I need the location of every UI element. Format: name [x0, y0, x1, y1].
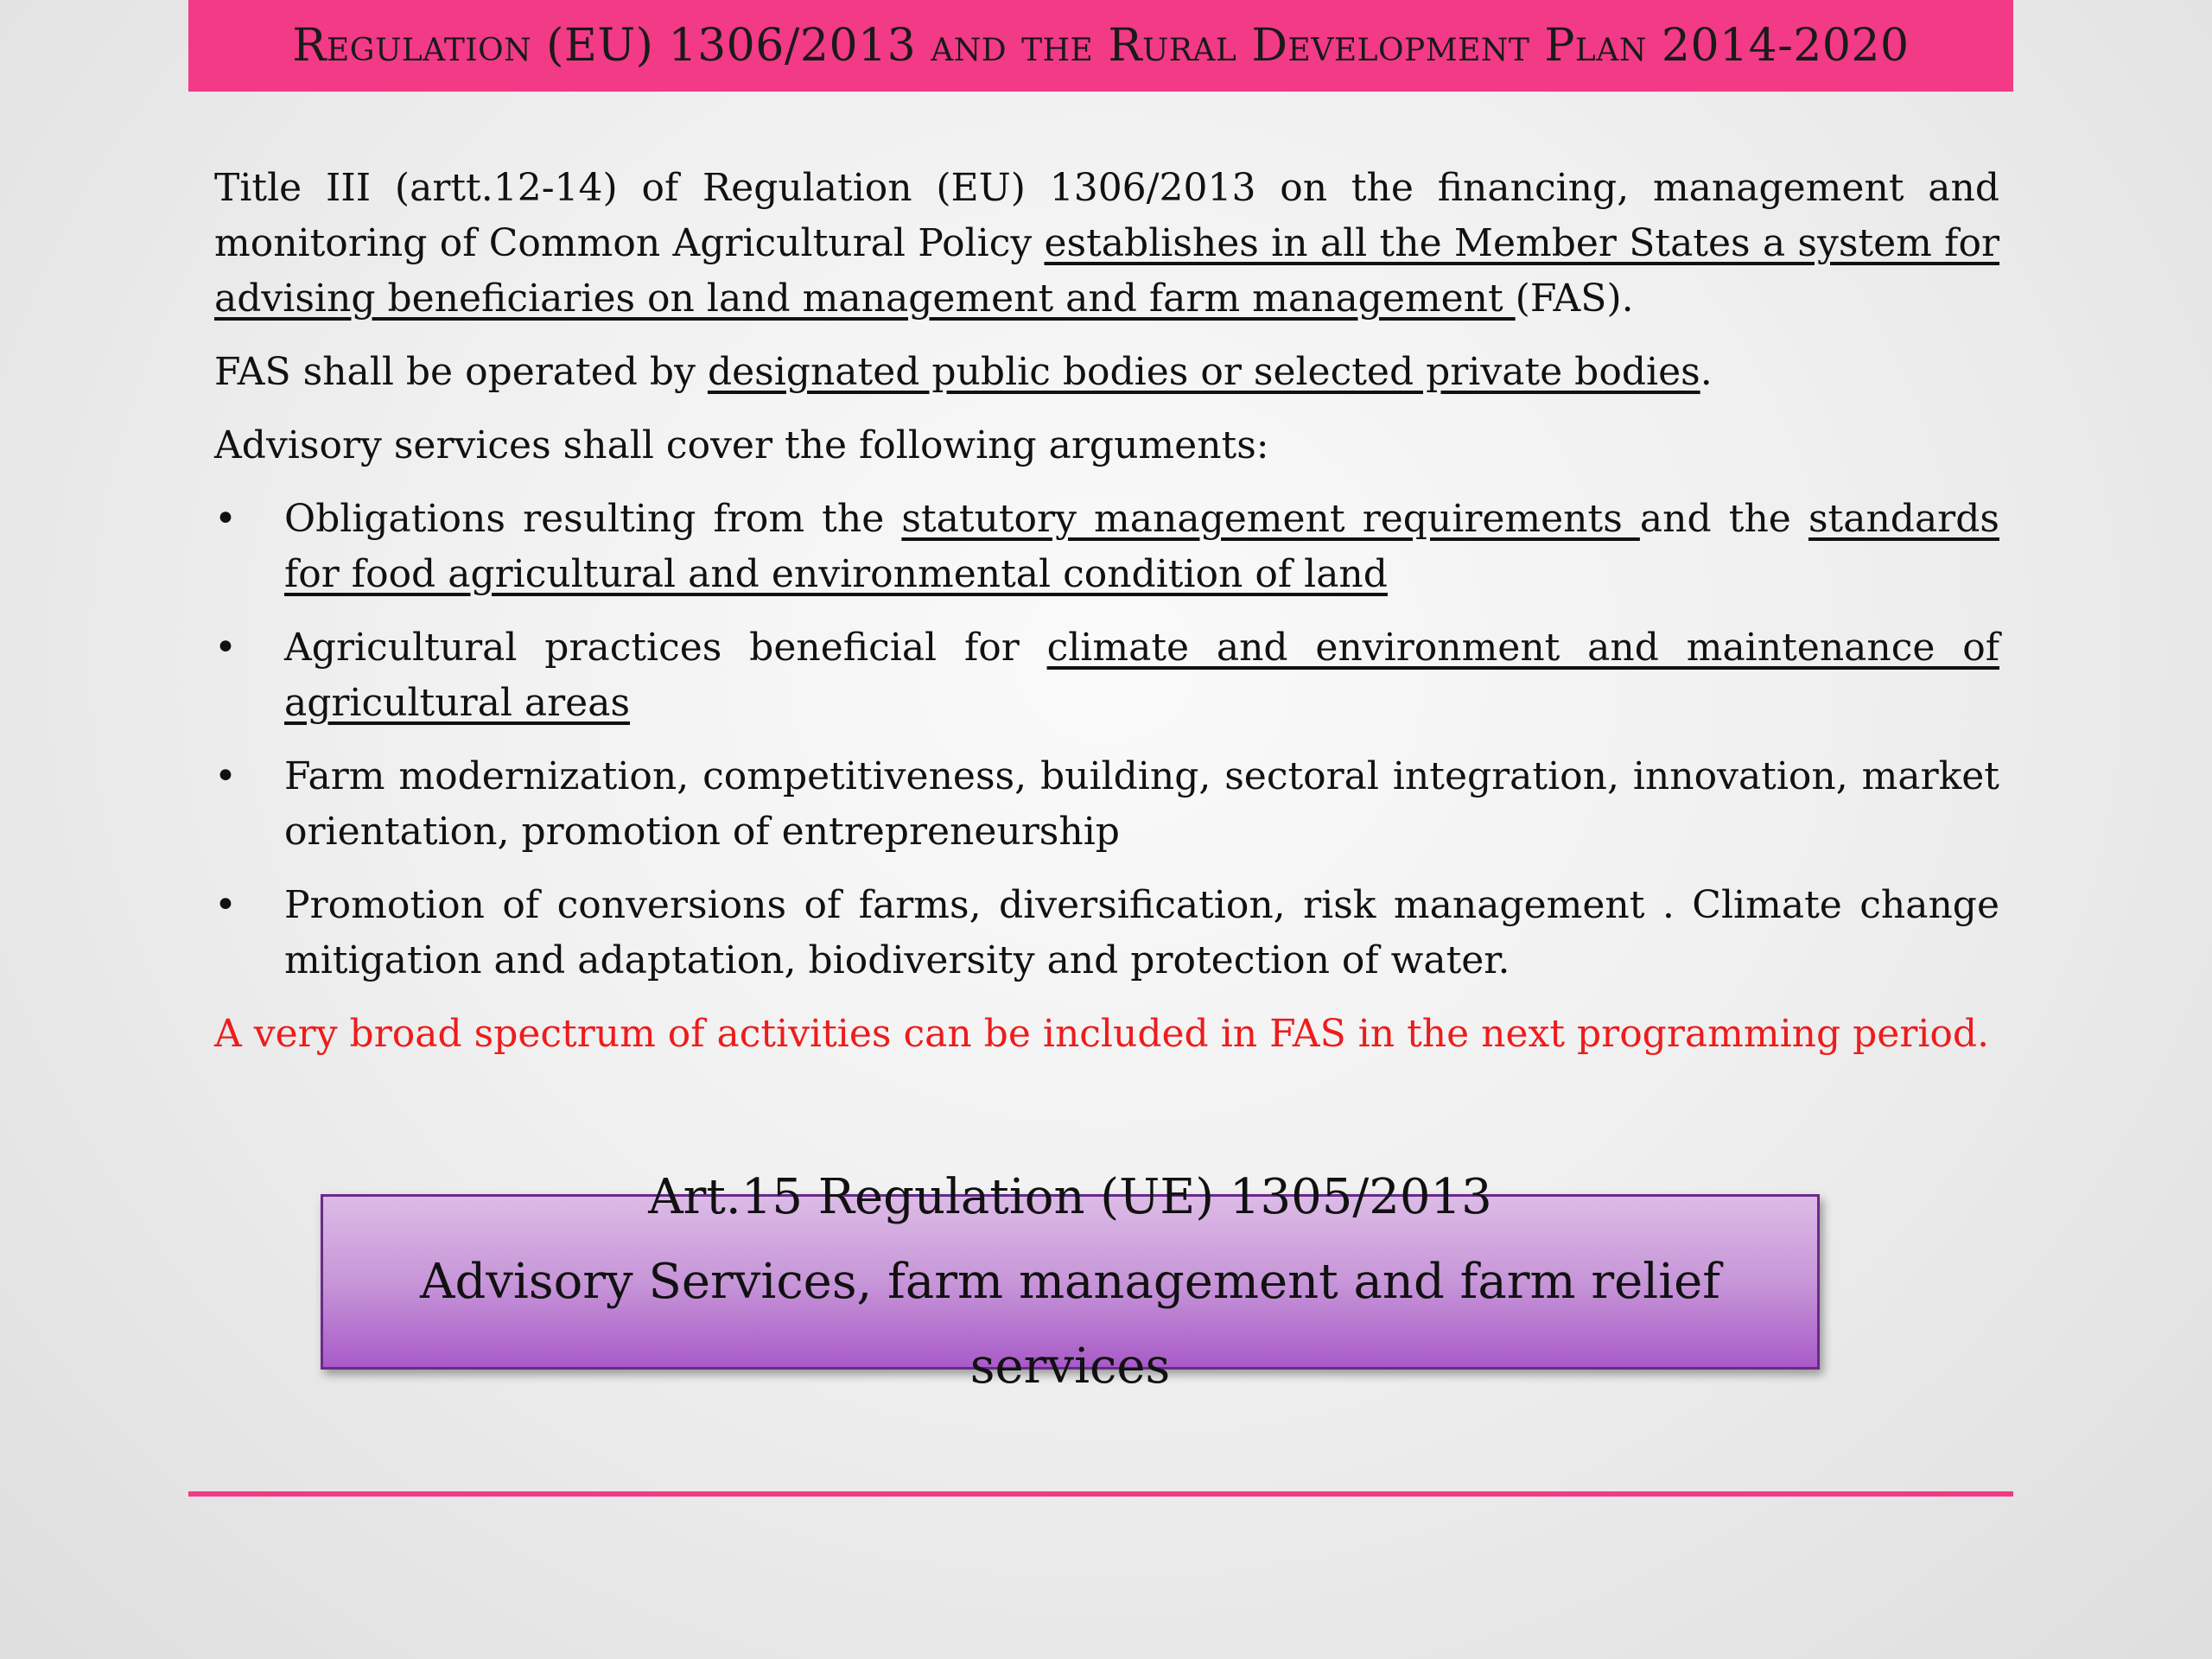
bullet-icon: •: [214, 883, 237, 927]
list-item: [214, 878, 1999, 988]
bullet-text: Promotion of conversions of farms, diversification, risk management . Climate change mitigation and adaptation, biodiversity and protection of water.: [284, 883, 1999, 982]
bullet-icon: •: [214, 497, 237, 541]
bullet-text: Farm modernization, competitiveness, building, sectoral integration, innovation, market orientation, promotion of entrepreneurship: [284, 754, 1999, 854]
paragraph-advisory-scope: Advisory services shall cover the following arguments:: [214, 423, 1269, 467]
list-item: [214, 749, 1999, 860]
slide-title-bar: [188, 0, 2013, 92]
list-item: [214, 492, 1999, 602]
list-item: [214, 620, 1999, 731]
highlight-note: A very broad spectrum of activities can be included in FAS in the next programming period.: [214, 1012, 1990, 1056]
bullet-list: [214, 492, 1999, 988]
bullet-icon: •: [214, 754, 237, 798]
bullet-icon: •: [214, 626, 237, 670]
slide-body: [214, 161, 1999, 1080]
underlined-text: designated public bodies or selected private bodies: [707, 350, 1700, 394]
slide-title: Regulation (EU) 1306/2013 and the Rural Development Plan 2014-2020: [292, 20, 1910, 72]
underlined-text: establishes in all the Member States a system for advising beneficiaries on land management and farm management: [214, 221, 1999, 321]
paragraph-text: (FAS).: [1515, 276, 1634, 321]
bullet-text: and the: [1639, 497, 1808, 541]
paragraph-text: Title III (artt.12-14) of Regulation (EU) 1306/2013 on the financing, management and monitoring of Common Agricultural Policy: [214, 166, 1999, 265]
article-reference-box: [321, 1168, 1820, 1395]
paragraph-text: .: [1700, 350, 1713, 394]
bullet-text: Agricultural practices beneficial for: [284, 626, 1047, 670]
paragraph-text: FAS shall be operated by: [214, 350, 708, 394]
footer-divider: [188, 1491, 2013, 1497]
article-reference-subtitle: Advisory Services, farm management and farm relief services: [420, 1253, 1720, 1395]
underlined-text: climate and environment and maintenance of agricultural areas: [284, 626, 1999, 725]
article-reference-title: Art.15 Regulation (UE) 1305/2013: [648, 1168, 1492, 1225]
underlined-text: standards for food agricultural and environmental condition of land: [284, 497, 1999, 596]
underlined-text: statutory management requirements: [901, 497, 1640, 541]
bullet-text: Obligations resulting from the: [284, 497, 902, 541]
paragraph-fas-intro: [214, 161, 1999, 327]
paragraph-fas-operators: [214, 345, 1999, 400]
